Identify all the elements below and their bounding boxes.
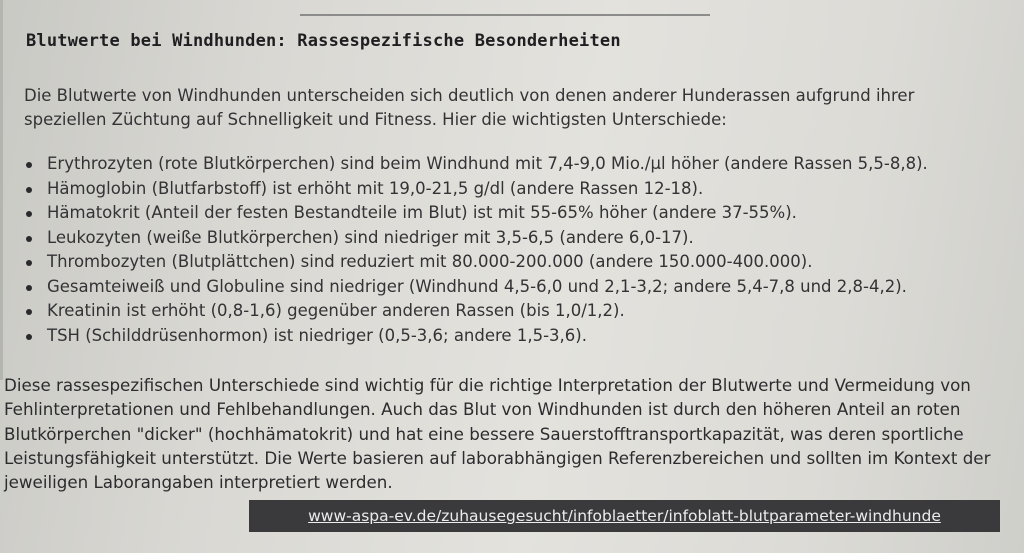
list-item-text: Hämatokrit (Anteil der festen Bestandteile im Blut) ist mit 55-65% höher (andere 37-55%). [47,203,797,222]
list-item-haematokrit [26,201,928,226]
bullet-icon [26,162,32,168]
list-item-text: Gesamteiweiß und Globuline sind niedriger (Windhund 4,5-6,0 und 2,1-3,2; andere 5,4-7,8 und 2,8-4,2). [47,276,907,296]
list-item-gesamteiweiss [26,275,928,300]
list-item-haemoglobin [26,177,928,202]
bullet-icon [26,260,32,266]
list-item-text: Erythrozyten (rote Blutkörperchen) sind beim Windhund mit 7,4-9,0 Mio./µl höher (andere Rassen 5,5-8,8). [47,154,928,173]
summary-paragraph: Diese rassespezifischen Unterschiede sind wichtig für die richtige Interpretation der Blutwerte und Vermeidung von Fehlinterpretationen und Fehlbehandlungen. Auch das Blut von Windhunden ist durch den höheren Anteil an roten Blutkörperchen "dicker" (hochhämatokrit) und hat eine bessere Sauerstofftransportkapazität, was deren sportliche Leistungsfähigkeit unterstützt. Die Werte basieren auf laborabhängigen Referenzbereichen und sollten im Kontext der jeweiligen Laborangaben interpretiert werden. [4,375,991,493]
bullet-icon [26,236,32,242]
list-item-tsh [26,324,928,349]
bullet-icon [26,211,32,217]
list-item-erythrozyten [26,152,928,177]
bullet-icon [26,334,32,340]
list-item-kreatinin [26,299,928,324]
intro-paragraph: Die Blutwerte von Windhunden unterscheiden sich deutlich von denen anderer Hunderassen aufgrund ihrer speziellen Züchtung auf Schnelligkeit und Fitness. Hier die wichtigsten Unterschiede: [24,86,915,129]
bullet-icon [26,187,32,193]
bullet-icon [26,285,32,291]
bullet-icon [26,309,32,315]
list-item-text: Kreatinin ist erhöht (0,8-1,6) gegenüber anderen Rassen (bis 1,0/1,2). [47,301,625,320]
document-title: Blutwerte bei Windhunden: Rassespezifische Besonderheiten [26,31,621,51]
top-divider [300,14,710,16]
list-item-thrombozyten [26,250,928,275]
source-banner [249,500,1000,532]
paper-edge [0,0,3,380]
list-item-text: TSH (Schilddrüsenhormon) ist niedriger (0,5-3,6; andere 1,5-3,6). [47,325,587,345]
list-item-text: Thrombozyten (Blutplättchen) sind reduziert mit 80.000-200.000 (andere 150.000-400.000). [47,252,813,271]
list-item-text: Hämoglobin (Blutfarbstoff) ist erhöht mit 19,0-21,5 g/dl (andere Rassen 12-18). [47,178,704,198]
source-link[interactable]: www-aspa-ev.de/zuhausegesucht/infoblaetter/infoblatt-blutparameter-windhunde [308,507,941,525]
list-item-leukozyten [26,226,928,251]
list-item-text: Leukozyten (weiße Blutkörperchen) sind niedriger mit 3,5-6,5 (andere 6,0-17). [47,227,694,247]
differences-list [26,152,928,348]
